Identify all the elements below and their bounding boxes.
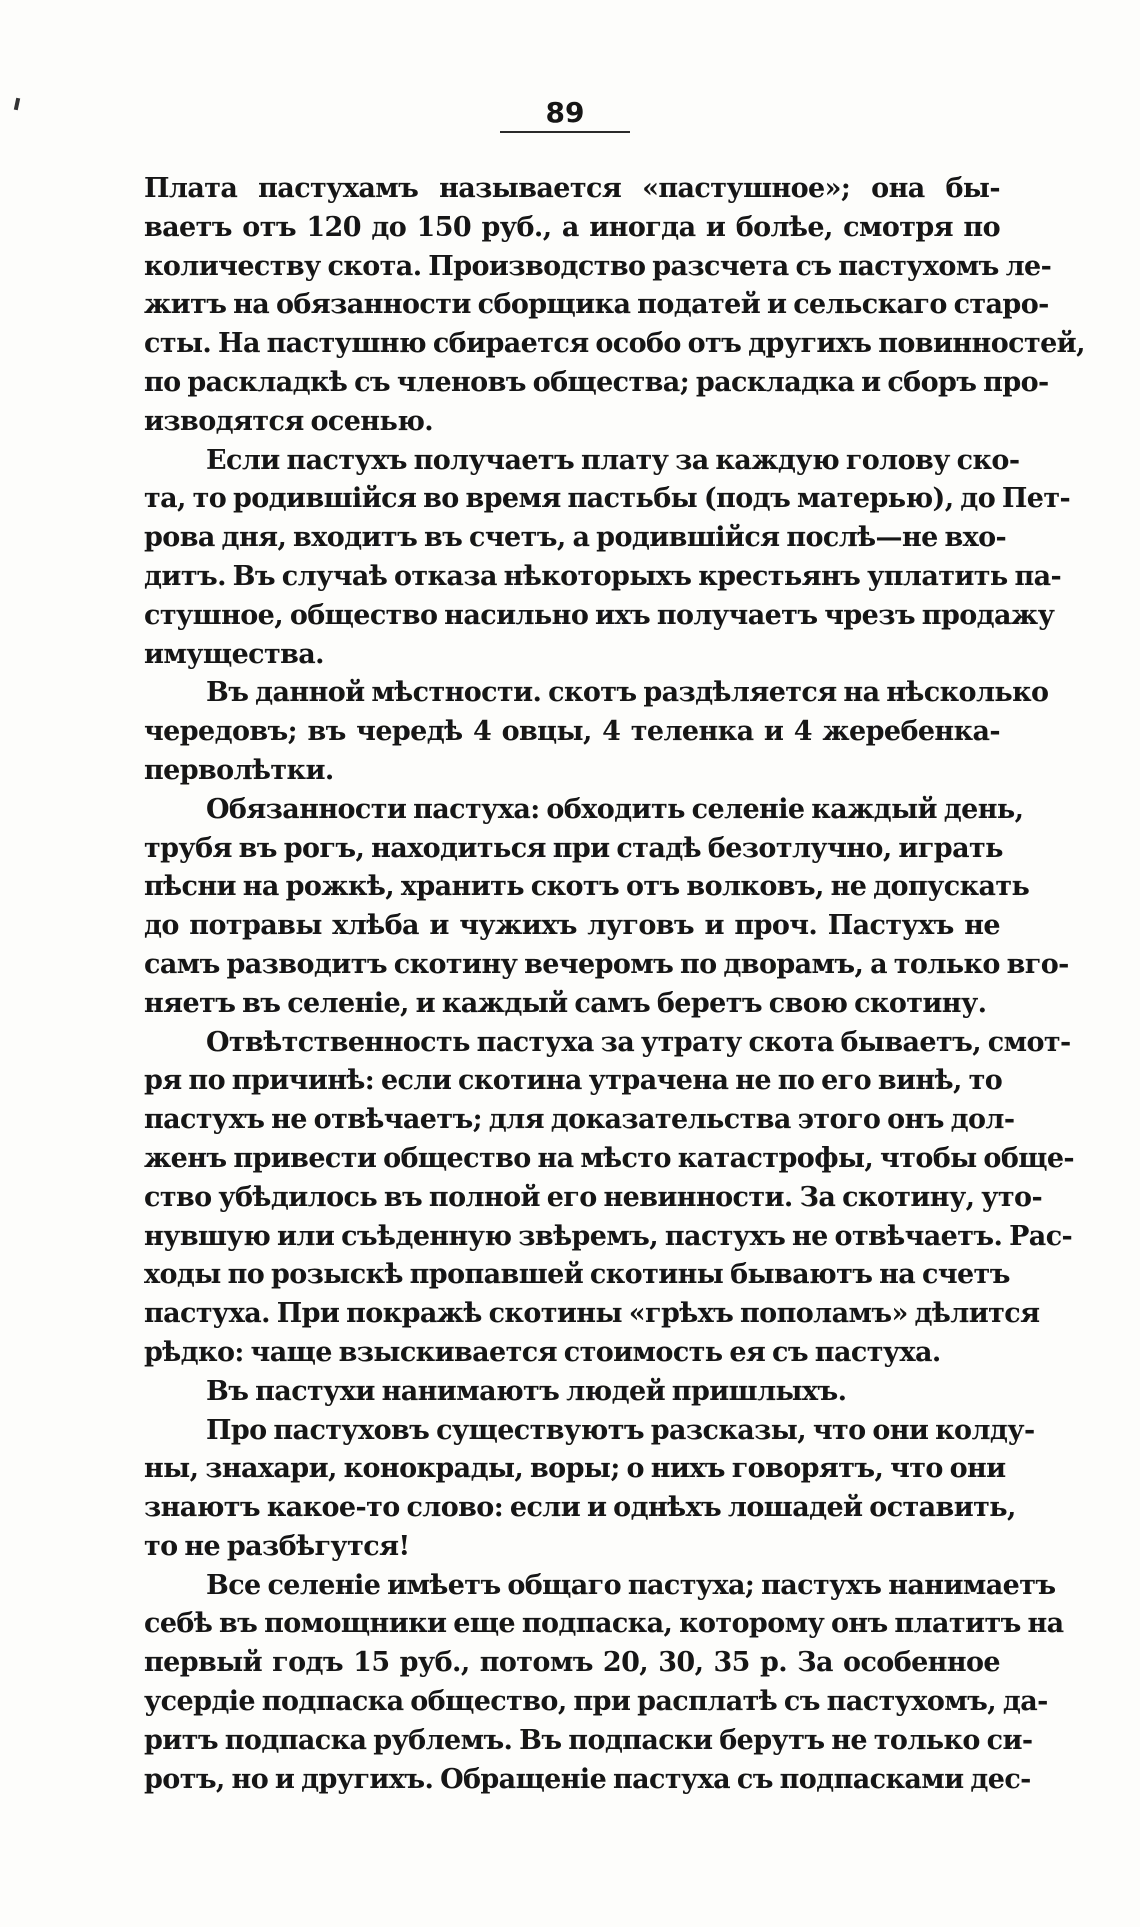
text-line: знаютъ какое-то слово: если и однѣхъ лошадей оставить, bbox=[144, 1492, 1016, 1524]
text-line: ротъ, но и другихъ. Обращеніе пастуха съ подпасками дес- bbox=[144, 1763, 1031, 1795]
text-line: ны, знахари, конокрады, воры; о нихъ говорятъ, что они bbox=[144, 1453, 1006, 1485]
text-line: Все селеніе имѣетъ общаго пастуха; пастухъ нанимаетъ bbox=[206, 1569, 1056, 1601]
body-text bbox=[144, 170, 1085, 1799]
text-line: ваетъ отъ 120 до 150 руб., а иногда и болѣе, смотря по bbox=[144, 211, 1000, 243]
text-line: Про пастуховъ существуютъ разсказы, что они колду- bbox=[206, 1414, 1035, 1446]
text-line: количеству скота. Производство разсчета съ пастухомъ ле- bbox=[144, 250, 1052, 282]
text-line: себѣ въ помощники еще подпаска, которому онъ платитъ на bbox=[144, 1608, 1064, 1640]
text-line: перволѣтки. bbox=[144, 754, 334, 786]
text-line: дитъ. Въ случаѣ отказа нѣкоторыхъ крестьянъ уплатить па- bbox=[144, 560, 1062, 592]
text-line: пастуха. При покражѣ скотины «грѣхъ пополамъ» дѣлится bbox=[144, 1298, 1040, 1330]
text-line: рѣдко: чаще взыскивается стоимость ея съ пастуха. bbox=[144, 1336, 941, 1368]
text-line: житъ на обязанности сборщика податей и сельскаго старо- bbox=[144, 289, 1049, 321]
text-line: ство убѣдилось въ полной его невинности. За скотину, уто- bbox=[144, 1181, 1043, 1213]
page-number-rule bbox=[500, 131, 630, 133]
text-line: первый годъ 15 руб., потомъ 20, 30, 35 р. За особенное bbox=[144, 1647, 1000, 1679]
text-line: стушное, общество насильно ихъ получаетъ чрезъ продажу bbox=[144, 599, 1055, 631]
text-line: трубя въ рогъ, находиться при стадѣ безотлучно, играть bbox=[144, 832, 1003, 864]
stray-ink-mark bbox=[14, 98, 20, 111]
text-line: ходы по розыскѣ пропавшей скотины бываютъ на счетъ bbox=[144, 1259, 1010, 1291]
text-line: Въ данной мѣстности. скотъ раздѣляется на нѣсколько bbox=[206, 677, 1049, 709]
text-line: ритъ подпаска рублемъ. Въ подпаски берутъ не только си- bbox=[144, 1724, 1033, 1756]
text-line: сты. На пастушню сбирается особо отъ другихъ повинностей, bbox=[144, 328, 1085, 360]
text-line: няетъ въ селеніе, и каждый самъ беретъ свою скотину. bbox=[144, 987, 987, 1019]
text-line: то не разбѣгутся! bbox=[144, 1530, 410, 1562]
text-line: Если пастухъ получаетъ плату за каждую голову ско- bbox=[206, 444, 1020, 476]
text-line: пастухъ не отвѣчаетъ; для доказательства этого онъ дол- bbox=[144, 1104, 1015, 1136]
text-line: самъ разводитъ скотину вечеромъ по дворамъ, а только вго- bbox=[144, 948, 1069, 980]
text-line: женъ привести общество на мѣсто катастрофы, чтобы обще- bbox=[144, 1142, 1075, 1174]
text-line: усердіе подпаска общество, при расплатѣ съ пастухомъ, да- bbox=[144, 1686, 1048, 1718]
text-line: нувшую или съѣденную звѣремъ, пастухъ не отвѣчаетъ. Рас- bbox=[144, 1220, 1073, 1252]
text-line: Обязанности пастуха: обходить селеніе каждый день, bbox=[206, 793, 1024, 825]
text-line: чередовъ; въ чередѣ 4 овцы, 4 теленка и 4 жеребенка- bbox=[144, 716, 1000, 748]
text-line: изводятся осенью. bbox=[144, 405, 434, 437]
text-line: по раскладкѣ съ членовъ общества; раскладка и сборъ про- bbox=[144, 366, 1049, 398]
text-line: Въ пастухи нанимаютъ людей пришлыхъ. bbox=[206, 1375, 847, 1407]
text-line: рова дня, входитъ въ счетъ, а родившійся послѣ—не вхо- bbox=[144, 522, 1007, 554]
page-number: 89 bbox=[545, 96, 585, 129]
text-line: Отвѣтственность пастуха за утрату скота бываетъ, смот- bbox=[206, 1026, 1071, 1058]
text-line: ря по причинѣ: если скотина утрачена не по его винѣ, то bbox=[144, 1065, 1003, 1097]
text-line: пѣсни на рожкѣ, хранить скотъ отъ волковъ, не допускать bbox=[144, 871, 1030, 903]
text-line: та, то родившійся во время пастьбы (подъ матерью), до Пет- bbox=[144, 483, 1071, 515]
text-line: до потравы хлѣба и чужихъ луговъ и проч. Пастухъ не bbox=[144, 910, 1000, 942]
text-line: имущества. bbox=[144, 638, 324, 670]
text-line: Плата пастухамъ называется «пастушное»; она бы- bbox=[144, 173, 1000, 204]
